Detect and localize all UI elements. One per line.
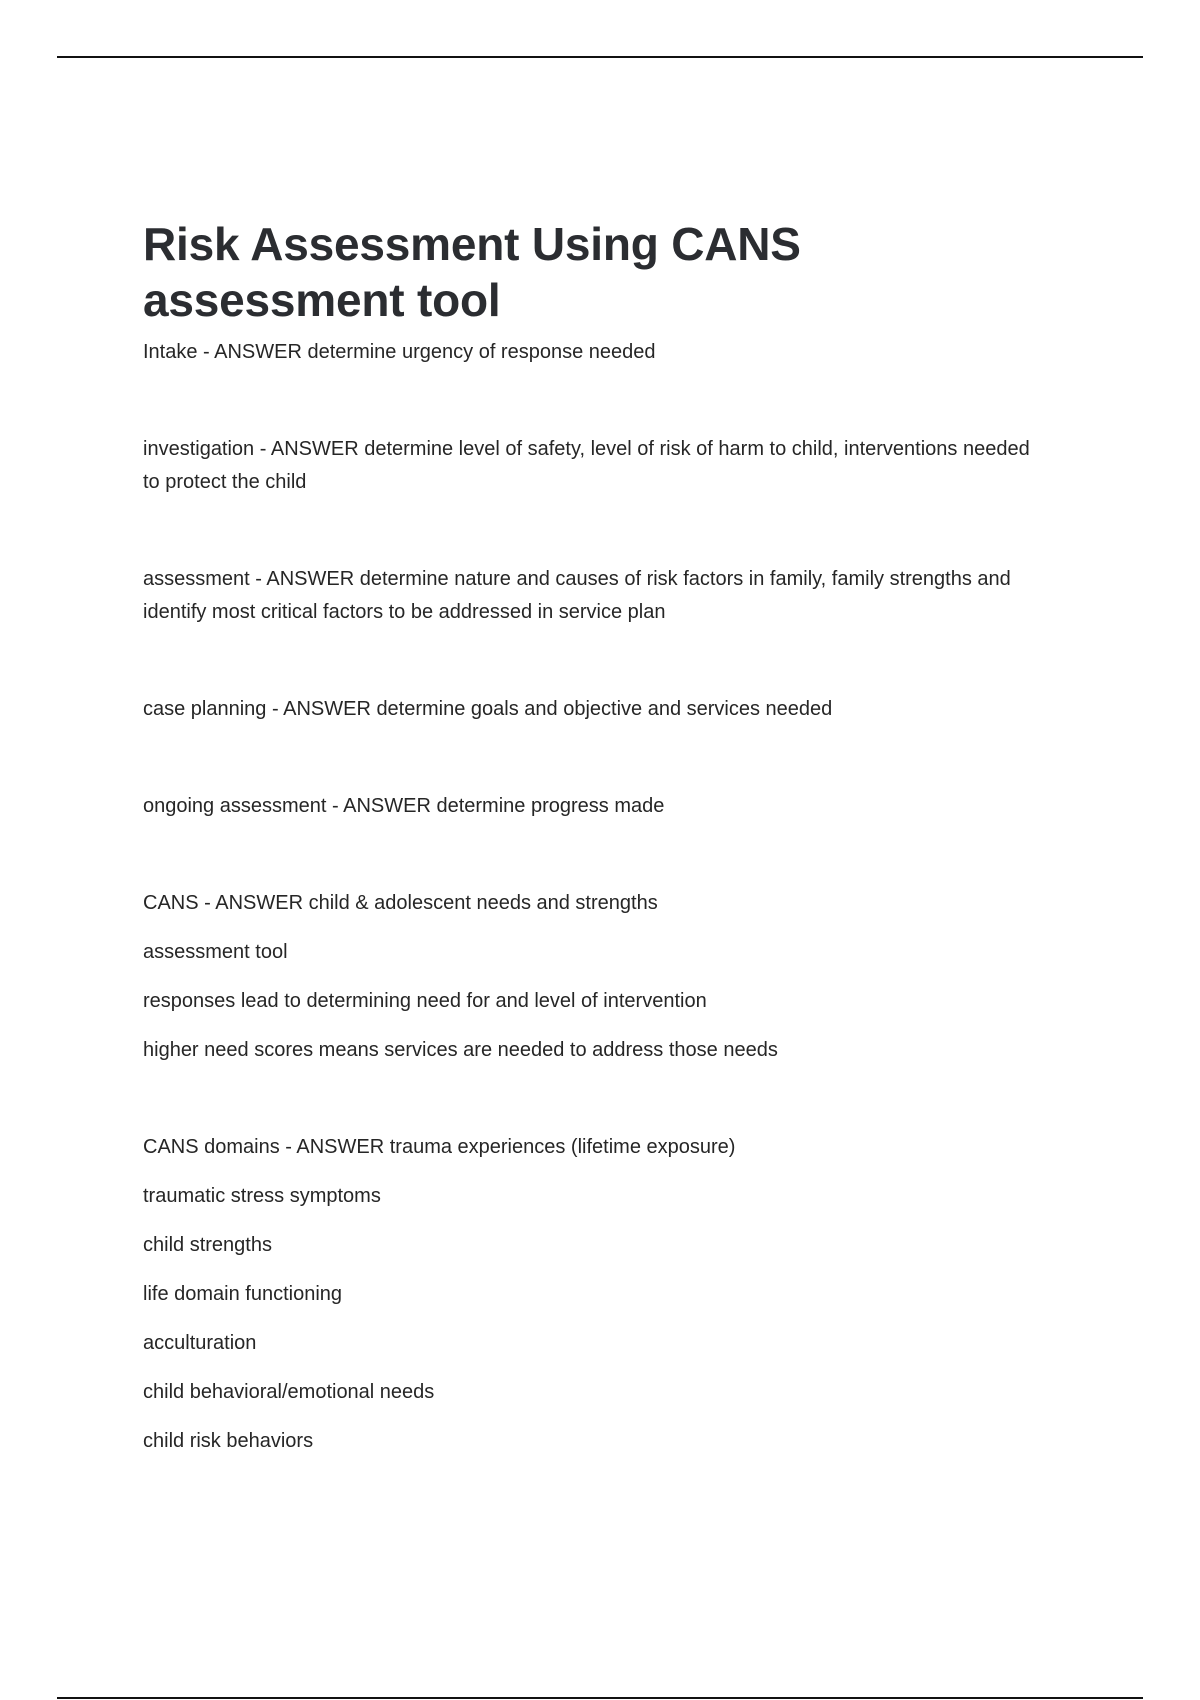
bottom-rule xyxy=(57,1697,1143,1699)
qa-entry-assessment xyxy=(143,563,1043,629)
qa-entry-cans-domains xyxy=(143,1131,1043,1458)
title-line-1: Risk Assessment Using CANS xyxy=(143,218,801,270)
entry-line: traumatic stress symptoms xyxy=(143,1185,381,1207)
top-rule xyxy=(57,56,1143,58)
qa-entry-list xyxy=(143,336,1043,1458)
qa-entry-cans xyxy=(143,887,1043,1067)
qa-entry-investigation xyxy=(143,433,1043,499)
entry-line: investigation - ANSWER determine level of safety, level of risk of harm to child, interventions needed to protect the child xyxy=(143,438,1030,493)
document-body xyxy=(143,216,1043,1522)
entry-line: acculturation xyxy=(143,1332,257,1354)
title-line-2: assessment tool xyxy=(143,274,501,326)
entry-line: higher need scores means services are needed to address those needs xyxy=(143,1039,778,1061)
document-title xyxy=(143,216,1043,328)
entry-line: assessment - ANSWER determine nature and causes of risk factors in family, family strengths and identify most critical factors to be addressed in service plan xyxy=(143,568,1011,623)
entry-line: responses lead to determining need for and level of intervention xyxy=(143,990,707,1012)
entry-line: case planning - ANSWER determine goals and objective and services needed xyxy=(143,698,833,720)
entry-line: child behavioral/emotional needs xyxy=(143,1381,435,1403)
entry-line: assessment tool xyxy=(143,941,288,963)
entry-line: Intake - ANSWER determine urgency of response needed xyxy=(143,341,656,363)
entry-line: ongoing assessment - ANSWER determine progress made xyxy=(143,795,665,817)
qa-entry-ongoing-assessment xyxy=(143,790,1043,823)
entry-line: child risk behaviors xyxy=(143,1430,314,1452)
entry-line: CANS - ANSWER child & adolescent needs and strengths xyxy=(143,892,658,914)
entry-line: CANS domains - ANSWER trauma experiences (lifetime exposure) xyxy=(143,1136,736,1158)
qa-entry-intake xyxy=(143,336,1043,369)
qa-entry-case-planning xyxy=(143,693,1043,726)
entry-line: life domain functioning xyxy=(143,1283,343,1305)
entry-line: child strengths xyxy=(143,1234,272,1256)
